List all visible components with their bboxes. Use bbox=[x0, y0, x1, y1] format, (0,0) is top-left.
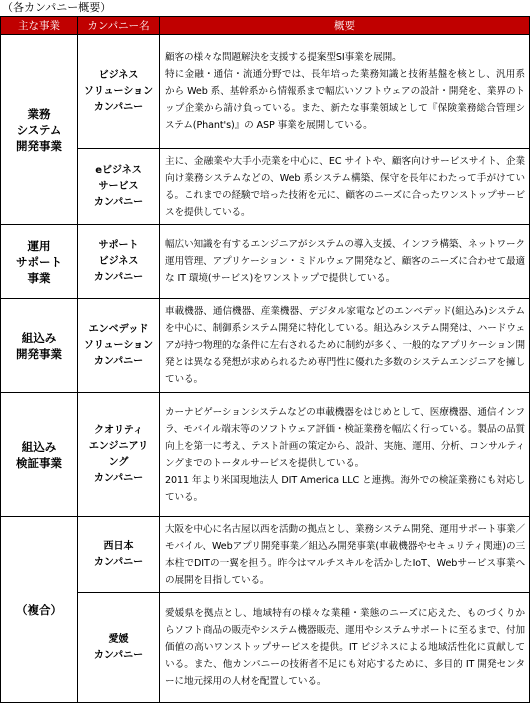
company-name-line: クオリティ bbox=[94, 424, 143, 436]
overview-cell bbox=[160, 225, 530, 299]
business-line: 組込み bbox=[21, 439, 57, 454]
overview-paragraph: カーナビゲーションシステムなどの車載機器をはじめとして、医療機器、通信インフラ、モバイル端末等のソフトウェア評価・検証業務を幅広く行っている。製品の品質向上を第一に考え、テスト計画の策定から、設計、実施、運用、分析、コンサルティングまでのトータルサービスを提供している。 bbox=[165, 406, 525, 469]
business-cell bbox=[1, 299, 78, 393]
overview-paragraph: 特に金融・通信・流通分野では、長年培った業務知識と技術基盤を核とし、汎用系から Web 系、基幹系から情報系まで幅広いソフトウェアの設計・開発を、業界のトップ企業から請け負っている。また、新たな事業領域として『保険業務総合管理システム(Phant's)』の ASP 事業を展開している。 bbox=[165, 69, 525, 131]
overview-paragraph: 主に、金融業や大手小売業を中心に、EC サイトや、顧客向けサービスサイト、企業向け業務システムなどの、Web 系システム構築、保守を長年にわたって手がけている。これまでの経験で培った技術を元に、顧客のニーズに合ったワンストップサービスを提供している。 bbox=[165, 155, 525, 218]
business-line: 開発事業 bbox=[16, 346, 62, 361]
company-name-line: ング bbox=[108, 456, 129, 468]
business-line: （複合） bbox=[16, 602, 62, 617]
table-row bbox=[1, 517, 530, 593]
overview-paragraph: 大阪を中心に名古屋以西を活動の拠点とし、業務システム開発、運用サポート事業／モバイル、Webアプリ開発事業／組込み開発事業(車載機器やセキュリティ関連)の三本柱でDITの一翼を担う。昨今はマルチスキルを活かしたIoT、Webサービス事業への展開を目指している。 bbox=[165, 523, 525, 586]
business-line: 開発事業 bbox=[16, 138, 62, 153]
company-name-line: サポート bbox=[98, 239, 139, 251]
header-company: カンパニー名 bbox=[78, 17, 160, 35]
company-name-line: ビジネス bbox=[98, 255, 139, 267]
overview-cell bbox=[160, 299, 530, 393]
table-row bbox=[1, 393, 530, 517]
company-name-line: ソリューション bbox=[83, 339, 154, 351]
business-line: 業務 bbox=[27, 106, 51, 121]
business-cell bbox=[1, 225, 78, 299]
business-line: 事業 bbox=[27, 270, 51, 285]
header-business: 主な事業 bbox=[1, 17, 78, 35]
header-row bbox=[1, 17, 530, 35]
business-cell bbox=[1, 393, 78, 517]
overview-cell bbox=[160, 517, 530, 593]
company-overview-table bbox=[0, 16, 530, 703]
company-name-line: 西日本 bbox=[103, 540, 134, 552]
table-row bbox=[1, 149, 530, 225]
company-name-line: ビジネス bbox=[98, 69, 139, 81]
business-cell bbox=[1, 517, 78, 703]
overview-cell bbox=[160, 393, 530, 517]
company-cell bbox=[78, 299, 160, 393]
business-line: システム bbox=[16, 122, 62, 137]
company-name-line: カンパニー bbox=[93, 472, 144, 484]
company-cell bbox=[78, 225, 160, 299]
company-cell bbox=[78, 517, 160, 593]
business-line: 運用 bbox=[27, 238, 51, 253]
company-name-line: エンベデッド bbox=[88, 323, 149, 335]
company-name-line: エンジニアリ bbox=[88, 440, 149, 452]
overview-cell bbox=[160, 35, 530, 149]
company-name-line: eビジネス bbox=[95, 164, 142, 176]
table-row bbox=[1, 225, 530, 299]
overview-paragraph: 車載機器、通信機器、産業機器、デジタル家電などのエンベデッド(組込み)システムを中心に、制御系システム開発に特化している。組込みシステム開発は、ハードウェアが持つ物理的な条件に左右されるために制約が多く、一般的なアプリケーション開発とは異なる発想が求められるため専門性に優れた多数のシステムエンジニアを擁している。 bbox=[165, 306, 525, 385]
company-name-line: カンパニー bbox=[93, 649, 144, 661]
business-cell bbox=[1, 35, 78, 225]
overview-cell bbox=[160, 593, 530, 703]
company-name-line: カンパニー bbox=[93, 556, 144, 568]
business-line: サポート bbox=[16, 254, 62, 269]
company-name-line: カンパニー bbox=[93, 101, 144, 113]
overview-paragraph: 顧客の様々な問題解決を支援する提案型SI事業を展開。 bbox=[165, 52, 402, 63]
overview-cell bbox=[160, 149, 530, 225]
company-name-line: カンパニー bbox=[93, 271, 144, 283]
company-cell bbox=[78, 35, 160, 149]
company-name-line: カンパニー bbox=[93, 355, 144, 367]
company-cell bbox=[78, 149, 160, 225]
table-row bbox=[1, 35, 530, 149]
table-caption: （各カンパニー概要） bbox=[2, 1, 112, 14]
business-line: 組込み bbox=[21, 330, 57, 345]
header-overview: 概要 bbox=[160, 17, 530, 35]
company-name-line: ソリューション bbox=[83, 85, 154, 97]
overview-paragraph: 幅広い知識を有するエンジニアがシステムの導入支援、インフラ構築、ネットワーク運用管理、アプリケーション・ミドルウェア開発など、顧客のニーズに合わせて最適な IT 環境(サービス)をワンストップで提供している。 bbox=[165, 239, 525, 284]
company-name-line: 愛媛 bbox=[108, 633, 129, 645]
company-cell bbox=[78, 393, 160, 517]
company-cell bbox=[78, 593, 160, 703]
business-line: 検証事業 bbox=[16, 455, 62, 470]
company-name-line: サービス bbox=[98, 180, 139, 192]
table-row bbox=[1, 299, 530, 393]
overview-paragraph: 愛媛県を拠点とし、地域特有の様々な業種・業態のニーズに応えた、ものづくりからソフト商品の販売やシステム機器販売、運用やシステムサポートに至るまで、付加価値の高いワンストップサービスを提供。IT ビジネスによる地域活性化に貢献している。また、他カンパニーの技術者不足にも対応するために、多目的 IT 開発センターに地元採用の人材を配置している。 bbox=[165, 608, 525, 687]
table-row bbox=[1, 593, 530, 703]
company-name-line: カンパニー bbox=[93, 196, 144, 208]
overview-paragraph: 2011 年より米国現地法人 DIT America LLC と連携。海外での検証業務にも対応している。 bbox=[165, 474, 525, 503]
